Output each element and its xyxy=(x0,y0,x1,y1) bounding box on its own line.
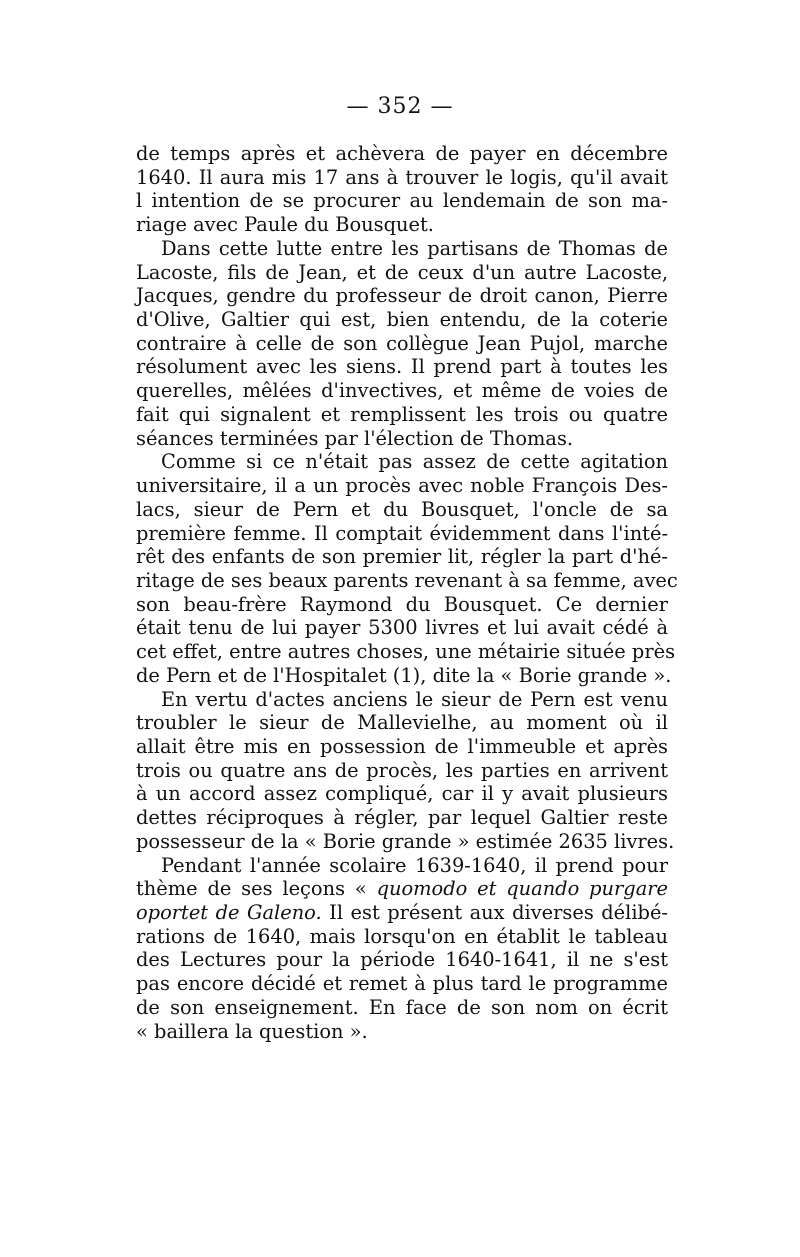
text-line: ritage de ses beaux parents revenant à sa femme, avec xyxy=(136,568,678,592)
text-line: l intention de se procurer au lendemain de son ma- xyxy=(136,189,668,213)
text-line: première femme. Il comptait évidemment dans l'inté- xyxy=(136,521,668,545)
text-run: des Lectures pour la période 1640-1641, il ne s'est xyxy=(136,948,668,972)
text-line: riage avec Paule du Bousquet. xyxy=(136,213,434,237)
text-line: fait qui signalent et remplissent les trois ou quatre xyxy=(136,402,668,426)
text-run: Pendant l'année scolaire 1639-1640, il prend pour xyxy=(161,853,668,877)
text-line: lacs, sieur de Pern et du Bousquet, l'oncle de sa xyxy=(136,497,668,521)
text-line: résolument avec les siens. Il prend part à toutes les xyxy=(136,355,668,379)
text-line: Lacoste, fils de Jean, et de ceux d'un autre Lacoste, xyxy=(136,260,668,284)
text-line: à un accord assez compliqué, car il y avait plusieurs xyxy=(136,782,668,806)
text-line xyxy=(136,877,668,901)
paragraph xyxy=(136,450,678,687)
paragraph xyxy=(136,854,668,1044)
text-line: trois ou quatre ans de procès, les parties en arrivent xyxy=(136,758,668,782)
text-line xyxy=(136,901,668,925)
paragraph xyxy=(136,687,675,854)
italic-text: oportet de Galeno. xyxy=(136,901,322,924)
text-run: thème de ses leçons « xyxy=(136,877,377,901)
text-line: de temps après et achèvera de payer en décembre xyxy=(136,142,668,165)
text-line: de Pern et de l'Hospitalet (1), dite la « Borie grande ». xyxy=(136,663,672,687)
text-run: rations de 1640, mais lorsqu'on en établit le tableau xyxy=(136,924,668,948)
text-line: troubler le sieur de Mallevielhe, au moment où il xyxy=(136,711,668,735)
paragraph xyxy=(136,142,668,237)
paragraph xyxy=(136,237,668,450)
text-line: Jacques, gendre du professeur de droit canon, Pierre xyxy=(136,284,668,308)
text-line xyxy=(136,996,668,1020)
text-line xyxy=(136,925,668,949)
text-line xyxy=(136,948,668,972)
text-line: allait être mis en possession de l'immeuble et après xyxy=(136,734,668,758)
text-line: d'Olive, Galtier qui est, bien entendu, de la coterie xyxy=(136,308,668,332)
text-line: Comme si ce n'était pas assez de cette agitation xyxy=(161,450,668,474)
text-line: universitaire, il a un procès avec noble François Des- xyxy=(136,474,668,498)
italic-text: quomodo et quando purgare xyxy=(376,877,668,901)
text-run: pas encore décidé et remet à plus tard le programme xyxy=(136,972,668,996)
text-line: 1640. Il aura mis 17 ans à trouver le logis, qu'il avait xyxy=(136,165,668,189)
text-run: « baillera la question ». xyxy=(136,1019,368,1043)
page-number: — 352 — xyxy=(346,94,454,119)
text-run: Il est présent aux diverses délibé- xyxy=(321,901,668,924)
text-line: En vertu d'actes anciens le sieur de Pern est venu xyxy=(161,687,668,711)
text-line: était tenu de lui payer 5300 livres et lui avait cédé à xyxy=(136,616,668,640)
text-line xyxy=(136,854,668,878)
text-line: rêt des enfants de son premier lit, régler la part d'hé- xyxy=(136,545,668,569)
text-line xyxy=(136,972,668,996)
body-text xyxy=(136,142,678,1043)
text-line: son beau-frère Raymond du Bousquet. Ce dernier xyxy=(136,592,668,616)
text-line xyxy=(136,1020,668,1044)
text-line: cet effet, entre autres choses, une métairie située près xyxy=(136,640,676,664)
text-line: séances terminées par l'élection de Thomas. xyxy=(136,426,574,450)
text-line: querelles, mêlées d'invectives, et même de voies de xyxy=(136,379,668,403)
text-line: dettes réciproques à régler, par lequel Galtier reste xyxy=(136,806,668,830)
text-run: de son enseignement. En face de son nom on écrit xyxy=(136,995,668,1019)
text-line: possesseur de la « Borie grande » estimée 2635 livres. xyxy=(136,829,675,853)
text-line: Dans cette lutte entre les partisans de Thomas de xyxy=(161,236,668,260)
text-line: contraire à celle de son collègue Jean Pujol, marche xyxy=(136,331,668,355)
